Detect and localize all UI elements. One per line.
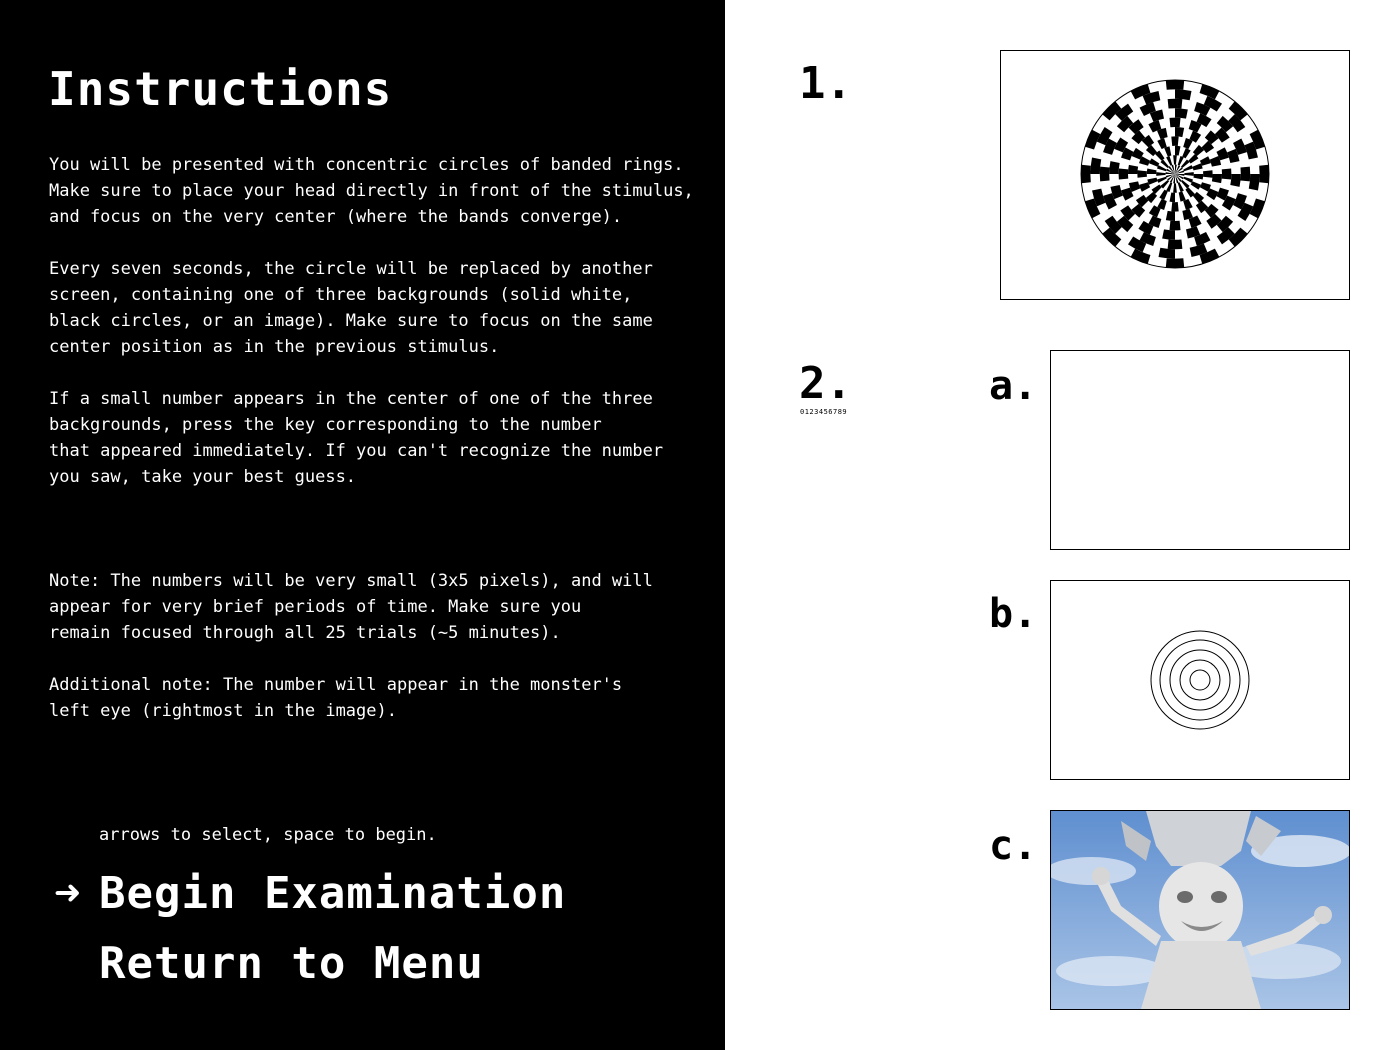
solid-white-background <box>1050 350 1350 550</box>
page-title: Instructions <box>48 62 393 116</box>
ring-band-segment <box>1169 221 1180 231</box>
additional-note-paragraph: Additional note: The number will appear in the monster's left eye (rightmost in the image). <box>49 675 623 721</box>
ring-band-segment <box>1109 161 1119 174</box>
ring-band-segment <box>1259 165 1269 183</box>
instruction-paragraph-2: Every seven seconds, the circle will be replaced by another screen, containing one of three backgrounds (solid white, black circles, or an image). Make sure to focus on the same center position as in the previous stimulus. <box>49 259 653 357</box>
ring-band-segment <box>1081 165 1091 183</box>
ring-band-segment <box>1159 248 1176 259</box>
ring-band-segment <box>1090 158 1101 175</box>
banded-rings-graphic <box>1001 51 1349 299</box>
ring-band-segment <box>1175 108 1188 118</box>
instruction-paragraph-1: You will be presented with concentric circles of banded rings. Make sure to place your head directly in front of the stimulus, and focus on the very center (where the bands converge). <box>49 155 694 227</box>
ring-band-segment <box>1169 118 1180 128</box>
instruction-paragraph-3: If a small number appears in the center of one of the three backgrounds, press the key corresponding to the number that appeared immediately. If you can't recognize the number you saw, take your best guess. <box>49 389 664 487</box>
return-to-menu-button[interactable]: Return to Menu <box>99 938 484 989</box>
concentric-circles-graphic <box>1051 581 1349 779</box>
ring-band-segment <box>1100 167 1110 182</box>
ring-band-segment <box>1119 168 1129 179</box>
ring-band-segment <box>1175 89 1192 100</box>
ring-band-segment <box>1230 174 1240 187</box>
option-c-label: c. <box>989 823 1038 869</box>
controls-hint: arrows to select, space to begin. <box>99 825 437 845</box>
ring-band-segment <box>1222 168 1232 179</box>
ring-band-segment <box>1162 229 1175 239</box>
ring-band-segment <box>1166 258 1184 268</box>
statue-image-background <box>1050 810 1350 1010</box>
black-circles-background <box>1050 580 1350 780</box>
ring-band-segment <box>1137 170 1147 177</box>
stimulus-diagram-panel <box>725 0 1400 1050</box>
option-a-label: a. <box>989 363 1038 409</box>
ring-band-segment <box>1203 170 1213 177</box>
option-b-label: b. <box>989 591 1038 637</box>
step-2-label: 2. <box>799 358 852 409</box>
ring-band-segment <box>1168 239 1183 249</box>
ring-band-segment <box>1171 202 1178 212</box>
ring-band-segment <box>1168 99 1183 109</box>
ring-band-segment <box>1240 167 1250 182</box>
begin-examination-button[interactable]: Begin Examination <box>99 868 567 919</box>
ring-band-segment <box>1166 80 1184 90</box>
note-paragraph: Note: The numbers will be very small (3x5 pixels), and will appear for very brief periods of time. Make sure you remain focused through all 25 trials (~5 minutes). <box>49 571 653 643</box>
selection-arrow-icon: ➜ <box>54 868 81 919</box>
digits-sample: 0123456789 <box>800 408 848 416</box>
ring-band-segment <box>1249 174 1260 191</box>
monster-statue-image <box>1051 811 1349 1009</box>
banded-rings-stimulus <box>1000 50 1350 300</box>
step-1-label: 1. <box>799 58 852 109</box>
ring-band-segment <box>1171 136 1178 146</box>
